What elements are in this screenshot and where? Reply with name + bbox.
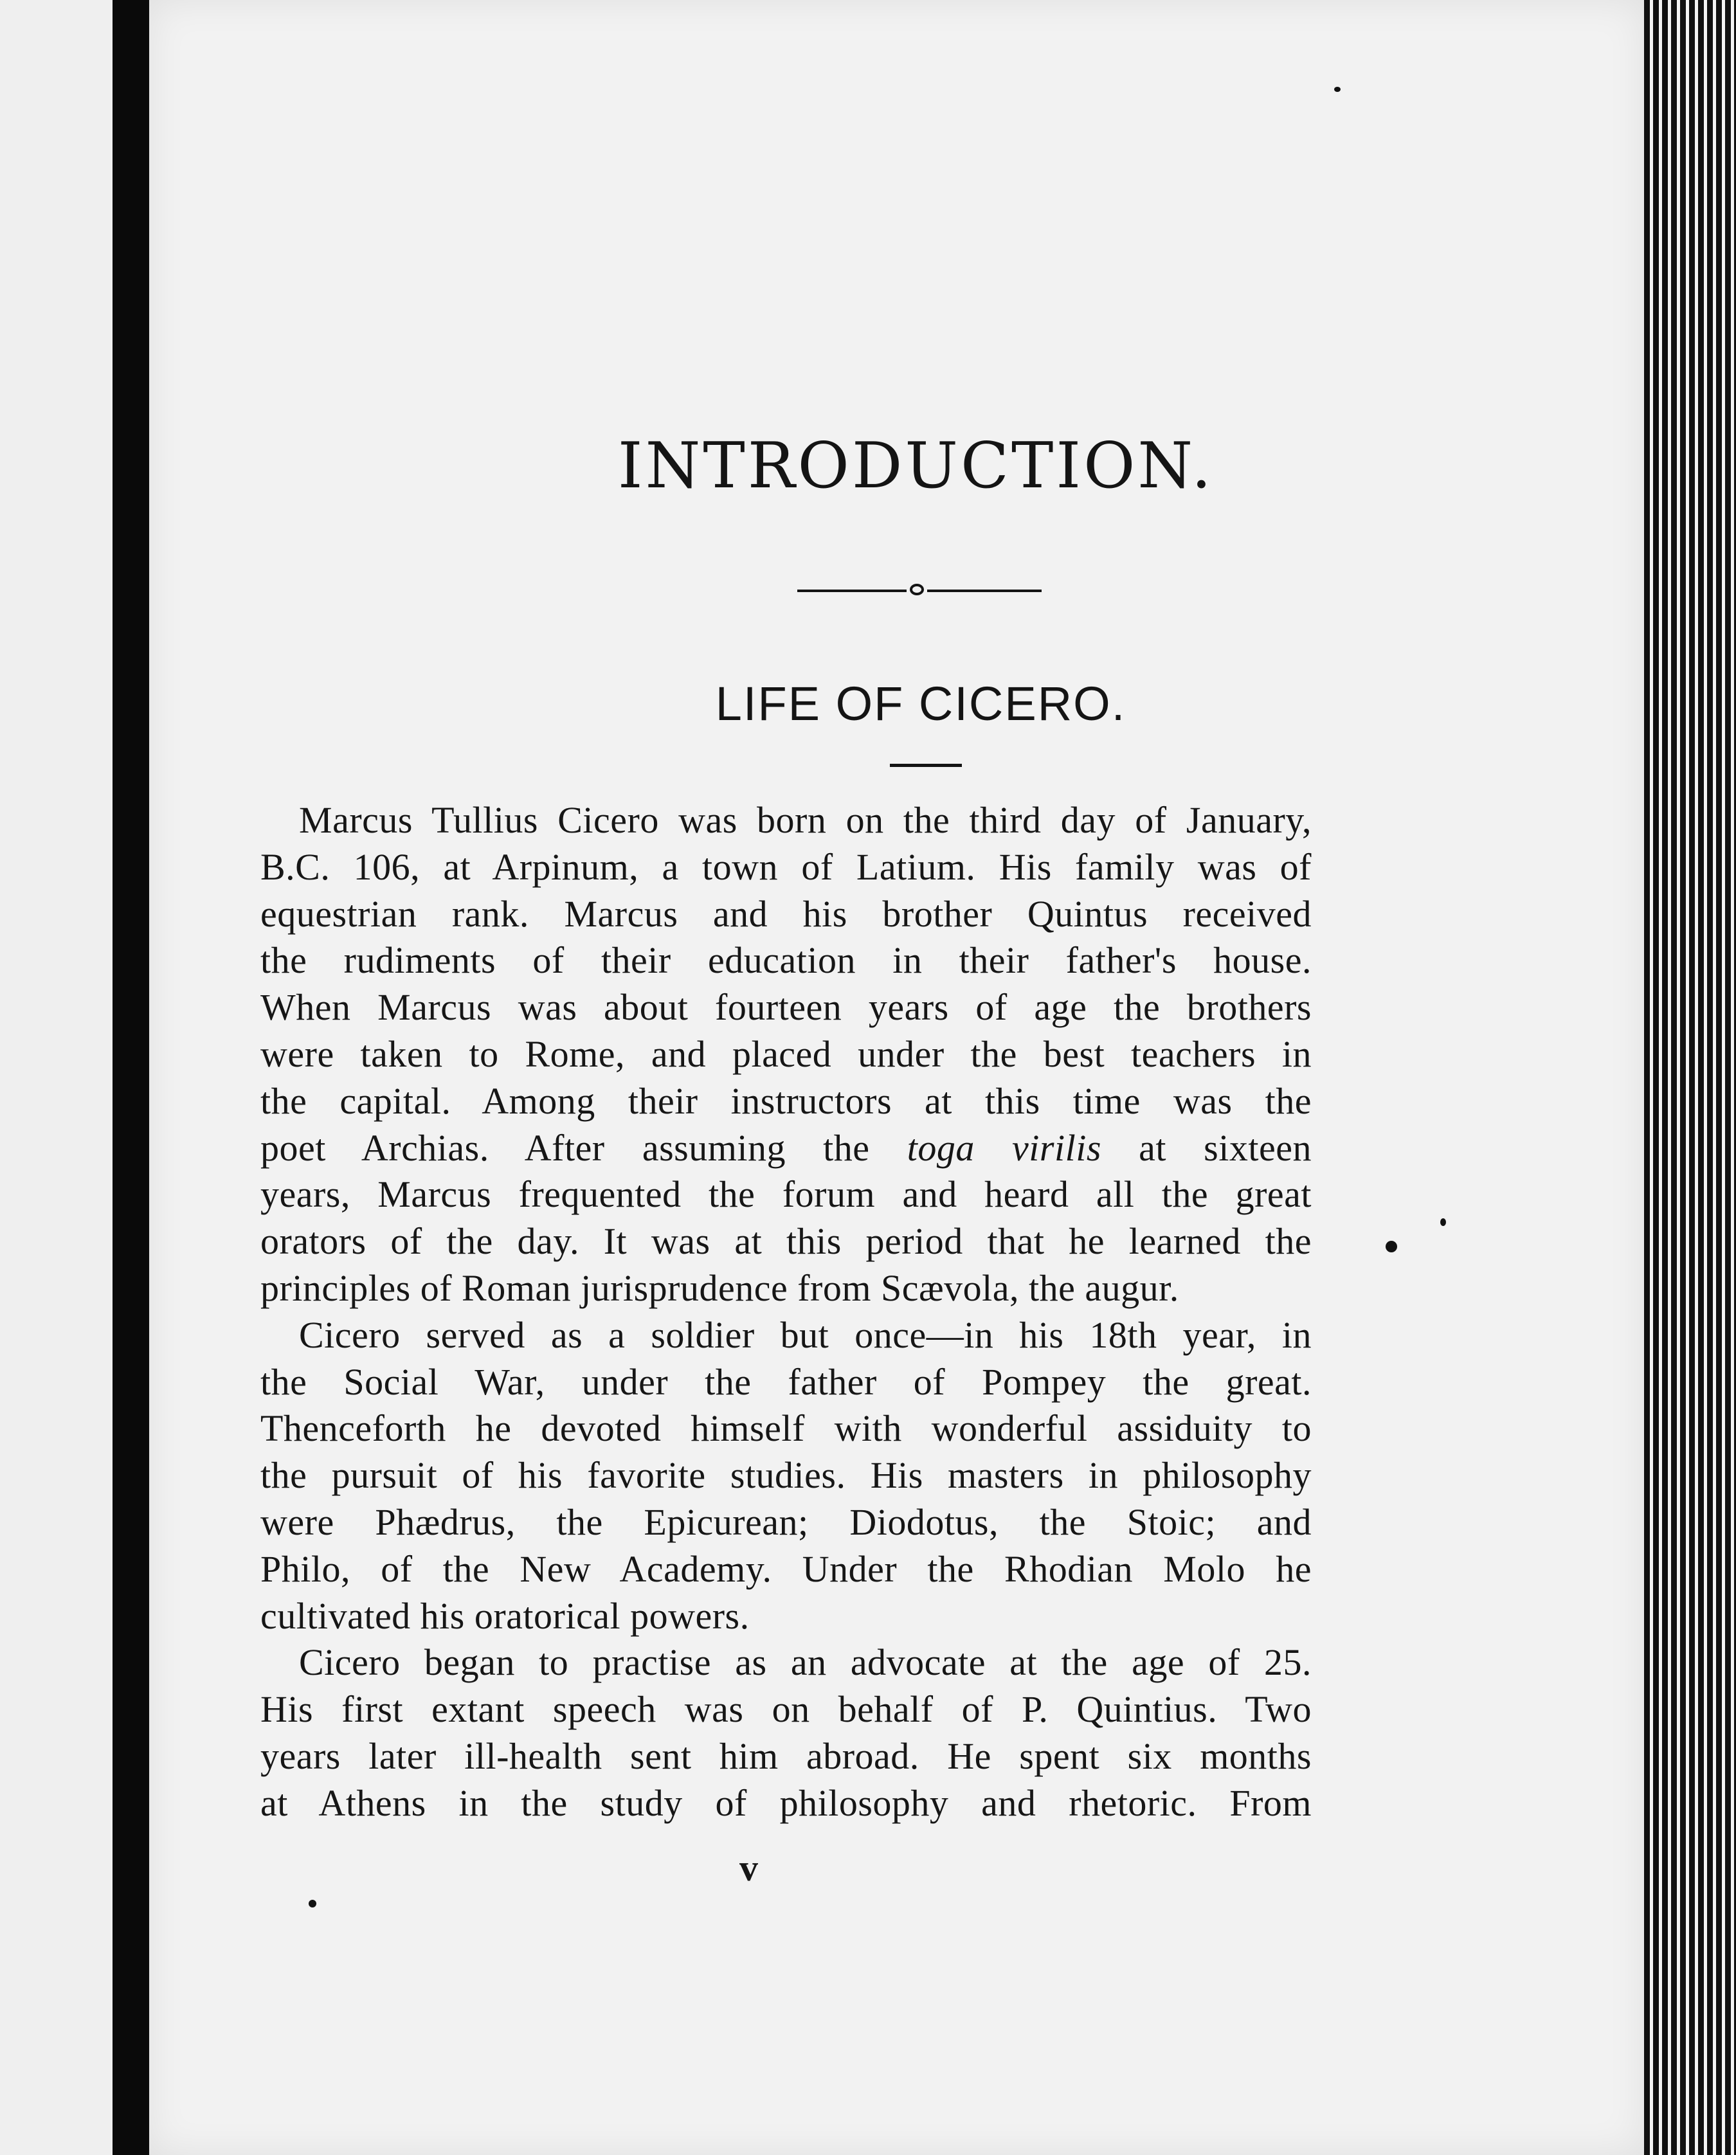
body-text <box>260 797 1312 1827</box>
text-line: Marcus Tullius Cicero was born on the third day of January, <box>299 799 1312 841</box>
text-line: the Social War, under the father of Pompey the great. <box>260 1360 1312 1403</box>
text-line: cultivated his oratorical powers. <box>260 1594 750 1637</box>
text-line: years later ill-health sent him abroad. He spent six months <box>260 1735 1312 1777</box>
text-line: When Marcus was about fourteen years of age the brothers <box>260 986 1312 1029</box>
text-line: at Athens in the study of philosophy and rhetoric. From <box>260 1781 1312 1824</box>
text-line: B.C. 106, at Arpinum, a town of Latium. His family was of <box>260 845 1312 888</box>
ornament-line-right <box>927 590 1042 592</box>
ornament-line-left <box>797 590 907 592</box>
text-line: His first extant speech was on behalf of P. Quintius. Two <box>260 1688 1312 1731</box>
text-line: the rudiments of their education in their father's house. <box>260 939 1312 982</box>
text-line: principles of Roman jurisprudence from Scævola, the augur. <box>260 1267 1179 1309</box>
text-line: Thenceforth he devoted himself with wonderful assiduity to <box>260 1407 1312 1450</box>
adjacent-page-edge <box>0 0 113 2155</box>
section-title: LIFE OF CICERO. <box>715 677 1126 730</box>
page-title: INTRODUCTION. <box>617 429 1215 503</box>
text-line: poet Archias. After assuming the toga virilis at sixteen <box>260 1126 1312 1169</box>
ornament-circle <box>910 584 924 595</box>
scan-speck <box>309 1900 316 1907</box>
latin-phrase: toga virilis <box>907 1126 1101 1169</box>
page-number: v <box>739 1847 758 1889</box>
title-ornament <box>797 584 1042 597</box>
book-binding-shadow <box>113 0 148 2155</box>
section-rule <box>890 764 962 767</box>
text-line: equestrian rank. Marcus and his brother Quintus received <box>260 892 1312 935</box>
text-line: were taken to Rome, and placed under the best teachers in <box>260 1032 1312 1075</box>
text-line: Cicero began to practise as an advocate at the age of 25. <box>299 1641 1312 1684</box>
text-line: the pursuit of his favorite studies. His masters in philosophy <box>260 1454 1312 1497</box>
scan-speck <box>1386 1241 1397 1252</box>
scan-speck <box>1334 87 1341 92</box>
text-line: the capital. Among their instructors at this time was the <box>260 1079 1312 1122</box>
text-line: were Phædrus, the Epicurean; Diodotus, the Stoic; and <box>260 1501 1312 1543</box>
scan-speck <box>1440 1218 1446 1226</box>
text-line: Cicero served as a soldier but once—in his 18th year, in <box>299 1313 1312 1356</box>
text-line: orators of the day. It was at this period that he learned the <box>260 1220 1312 1263</box>
page-stack-edge <box>1644 0 1736 2155</box>
text-line: years, Marcus frequented the forum and heard all the great <box>260 1173 1312 1216</box>
text-line: Philo, of the New Academy. Under the Rhodian Molo he <box>260 1547 1312 1590</box>
